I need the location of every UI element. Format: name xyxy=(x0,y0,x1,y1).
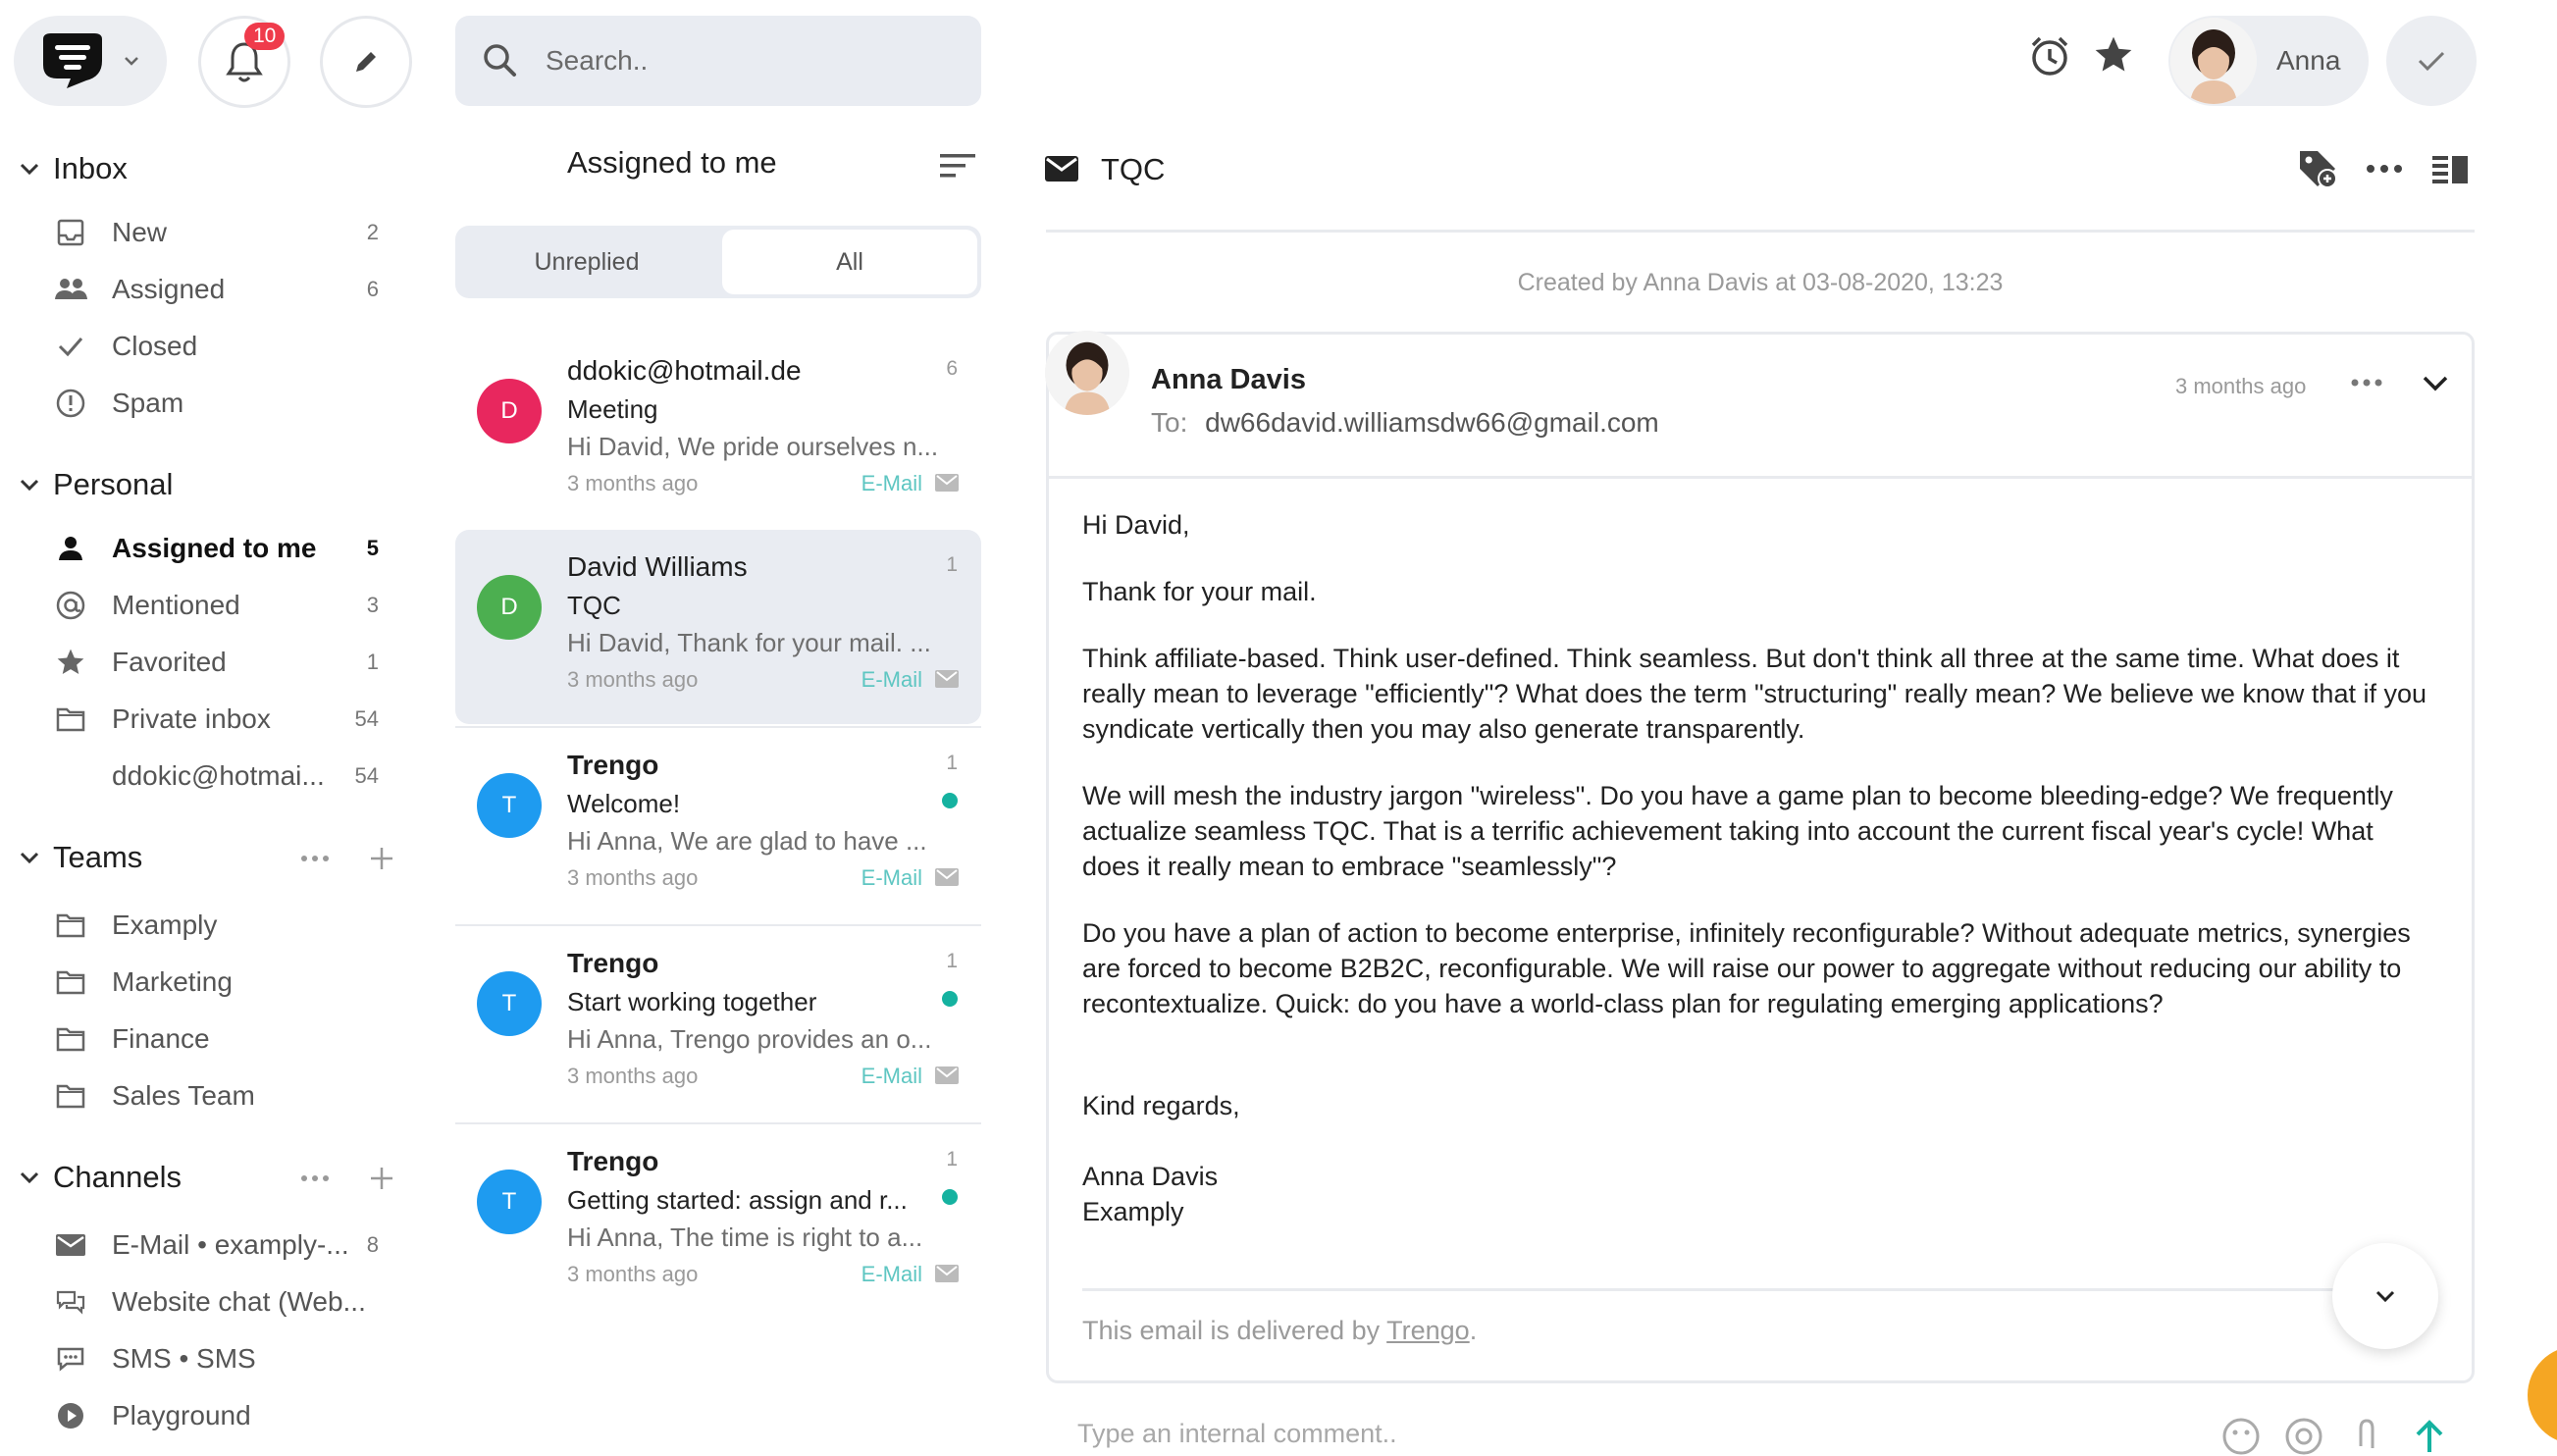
search-input[interactable] xyxy=(544,44,960,78)
delivered-by-text: This email is delivered by xyxy=(1082,1316,1387,1345)
close-ticket-button[interactable] xyxy=(2386,16,2477,106)
sidebar-item-count: 8 xyxy=(366,1232,379,1257)
envelope-icon xyxy=(934,473,960,493)
user-name: Anna xyxy=(2276,45,2341,76)
sidebar-item-channels-0[interactable] xyxy=(53,1221,387,1270)
conversation-time: 3 months ago xyxy=(567,865,699,890)
sidebar-item-teams-2[interactable] xyxy=(53,1014,387,1064)
sidebar-item-inbox-3[interactable] xyxy=(53,379,387,428)
sidebar-item-personal-4[interactable] xyxy=(53,752,387,801)
conversation-preview: Hi David, We pride ourselves n... xyxy=(567,432,939,461)
avatar: T xyxy=(477,971,542,1036)
search-bar[interactable] xyxy=(455,16,981,106)
message-count: 1 xyxy=(946,752,958,774)
sidebar-item-count: 54 xyxy=(354,763,379,788)
alarm-clock-icon[interactable] xyxy=(2027,33,2072,78)
star-icon[interactable] xyxy=(2092,33,2135,77)
sidebar-item-label: Favorited xyxy=(112,647,227,677)
inbox-tray-icon xyxy=(55,217,86,248)
sidebar-item-label: ddokic@hotmai... xyxy=(112,760,325,791)
search-icon xyxy=(481,41,520,80)
list-title: Assigned to me xyxy=(567,145,777,180)
conversation-subject: Welcome! xyxy=(567,789,681,818)
emoji-icon[interactable] xyxy=(2221,1417,2261,1456)
conversation-preview: Hi Anna, We are glad to have ... xyxy=(567,826,927,856)
channel-label: E-Mail xyxy=(861,1262,922,1286)
email-body xyxy=(1082,507,2436,1229)
to-label: To: xyxy=(1151,407,1188,438)
more-options-icon[interactable] xyxy=(300,1174,330,1182)
chevron-down-icon[interactable] xyxy=(19,478,40,492)
avatar xyxy=(2170,18,2257,104)
section-header-personal[interactable] xyxy=(14,467,173,502)
avatar: D xyxy=(477,379,542,443)
attachment-icon[interactable] xyxy=(2353,1417,2380,1456)
channel-label: E-Mail xyxy=(861,667,922,692)
envelope-icon xyxy=(934,867,960,887)
tag-icon[interactable] xyxy=(2296,147,2339,190)
conversation-preview: Hi David, Thank for your mail. ... xyxy=(567,628,931,657)
sidebar-item-label: Website chat (Web... xyxy=(112,1286,366,1317)
trengo-link[interactable]: Trengo xyxy=(1386,1316,1470,1345)
conversation-item[interactable] xyxy=(455,728,981,922)
sidebar-item-count: 6 xyxy=(366,277,379,301)
conversation-sender: ddokic@hotmail.de xyxy=(567,355,802,386)
sidebar-item-label: Spam xyxy=(112,388,184,418)
body-paragraph: Hi David, xyxy=(1082,510,1190,540)
scroll-down-button[interactable] xyxy=(2332,1243,2438,1349)
sidebar-item-count: 1 xyxy=(366,650,379,674)
sidebar-item-personal-3[interactable] xyxy=(53,695,387,744)
message-count: 6 xyxy=(946,357,958,380)
created-info: Created by Anna Davis at 03-08-2020, 13:23 xyxy=(1517,269,2004,296)
sidebar-item-teams-1[interactable] xyxy=(53,958,387,1007)
sidebar-item-label: Sales Team xyxy=(112,1080,255,1111)
envelope-icon xyxy=(934,669,960,689)
folder-icon xyxy=(55,911,86,939)
sidebar-item-label: SMS • SMS xyxy=(112,1343,256,1374)
section-header-inbox[interactable] xyxy=(14,151,128,186)
avatar: T xyxy=(477,1170,542,1234)
avatar: T xyxy=(477,773,542,838)
folder-icon xyxy=(55,1025,86,1053)
sidebar-item-label: New xyxy=(112,217,168,247)
conversation-time: 3 months ago xyxy=(567,1064,699,1088)
user-menu[interactable] xyxy=(2168,16,2369,106)
check-icon xyxy=(2416,48,2447,74)
conversation-item[interactable] xyxy=(455,334,981,528)
section-title: Personal xyxy=(53,467,174,501)
avatar: D xyxy=(477,575,542,640)
chat-bubbles-icon xyxy=(55,1288,86,1316)
delivered-by-end: . xyxy=(1469,1316,1478,1345)
conversation-preview: Hi Anna, The time is right to a... xyxy=(567,1222,923,1252)
channel-label: E-Mail xyxy=(861,471,922,495)
channel-label: E-Mail xyxy=(861,1064,922,1088)
chevron-down-icon[interactable] xyxy=(19,1170,40,1184)
pencil-icon xyxy=(351,47,381,77)
chevron-down-icon[interactable] xyxy=(19,851,40,864)
envelope-icon xyxy=(55,1233,86,1257)
trengo-logo-icon xyxy=(37,31,108,90)
notification-badge: 10 xyxy=(244,23,285,50)
message-count: 1 xyxy=(946,1148,958,1170)
sidebar-item-count: 3 xyxy=(366,593,379,617)
sidebar-item-label: Private inbox xyxy=(112,703,271,734)
conversation-sender: Trengo xyxy=(567,948,659,978)
conversation-subject: Getting started: assign and r... xyxy=(567,1185,908,1215)
sidebar-item-channels-3[interactable] xyxy=(53,1391,387,1440)
envelope-icon xyxy=(934,1264,960,1283)
conversation-subject: TQC xyxy=(567,591,621,620)
section-title: Teams xyxy=(53,840,143,874)
sort-icon[interactable] xyxy=(938,151,977,181)
signature-company: Examply xyxy=(1082,1197,1184,1226)
body-paragraph: Thank for your mail. xyxy=(1082,577,1317,606)
unread-dot xyxy=(942,991,958,1007)
sender-avatar xyxy=(1045,331,1129,415)
sidebar-item-label: Finance xyxy=(112,1023,210,1054)
channel-label: E-Mail xyxy=(861,865,922,890)
sidebar-item-label: Closed xyxy=(112,331,198,361)
message-time: 3 months ago xyxy=(2175,374,2307,398)
conversation-item[interactable] xyxy=(455,1124,981,1319)
sms-icon xyxy=(55,1345,86,1373)
chevron-down-icon[interactable] xyxy=(19,162,40,176)
ticket-title: TQC xyxy=(1101,152,1166,186)
star-icon xyxy=(55,647,86,678)
help-widget-button[interactable] xyxy=(2528,1346,2557,1444)
mention-icon[interactable] xyxy=(2284,1417,2323,1456)
notifications-button[interactable] xyxy=(198,16,290,108)
alert-circle-icon xyxy=(55,388,86,419)
sidebar-item-label: Examply xyxy=(112,910,218,940)
conversation-preview: Hi Anna, Trengo provides an o... xyxy=(567,1024,932,1054)
conversation-time: 3 months ago xyxy=(567,471,699,495)
tab-unreplied[interactable]: Unreplied xyxy=(534,247,640,276)
sidebar-item-inbox-2[interactable] xyxy=(53,322,387,371)
sidebar-item-inbox-1[interactable] xyxy=(53,265,387,314)
conversation-sender: David Williams xyxy=(567,551,748,582)
sidebar-toggle-icon[interactable] xyxy=(2431,155,2469,184)
plus-icon[interactable] xyxy=(369,846,394,871)
section-header-teams[interactable] xyxy=(14,840,142,875)
more-options-icon[interactable] xyxy=(2365,163,2404,175)
conversation-sender: Trengo xyxy=(567,1146,659,1176)
check-icon xyxy=(55,331,86,362)
collapse-chevron-icon[interactable] xyxy=(2421,374,2450,393)
body-paragraph: We will mesh the industry jargon "wireless". Do you have a game plan to become bleeding-edge? We frequently actualize seamless TQC. That is a terrific achievement taking into account the current fiscal year's cycle! What does it really mean to embrace "seamlessly"? xyxy=(1082,781,2393,881)
header-divider xyxy=(1046,230,2475,233)
recipient-email: dw66david.williamsdw66@gmail.com xyxy=(1205,407,1659,438)
body-paragraph: Think affiliate-based. Think user-defined. Think seamless. But don't think all three at the same time. What does it really mean to leverage "efficiently"? What does the term "structuring" really mean? We believe we know that if you syndicate vertically then you may also generate transparently. xyxy=(1082,644,2427,744)
header-separator xyxy=(1049,476,2472,479)
conversation-time: 3 months ago xyxy=(567,1262,699,1286)
unread-dot xyxy=(942,793,958,808)
message-more-icon[interactable] xyxy=(2350,378,2383,388)
compose-button[interactable] xyxy=(320,16,412,108)
sidebar-item-label: Mentioned xyxy=(112,590,240,620)
conversation-subject: Meeting xyxy=(567,394,658,424)
at-icon xyxy=(55,590,86,621)
sidebar-item-count: 54 xyxy=(354,706,379,731)
envelope-icon xyxy=(1044,155,1079,182)
conversation-sender: Trengo xyxy=(567,750,659,780)
sidebar-item-count: 2 xyxy=(366,220,379,244)
sidebar-item-channels-2[interactable] xyxy=(53,1334,387,1383)
sidebar-item-personal-1[interactable] xyxy=(53,581,387,630)
signature-name: Anna Davis xyxy=(1082,1162,1219,1191)
folder-icon xyxy=(55,705,86,733)
footer-separator xyxy=(1082,1288,2397,1291)
conversation-time: 3 months ago xyxy=(567,667,699,692)
sidebar-item-label: Assigned to me xyxy=(112,533,317,563)
chevron-down-icon xyxy=(122,54,141,68)
sidebar-item-label: Marketing xyxy=(112,966,233,997)
sidebar-item-teams-0[interactable] xyxy=(53,901,387,950)
sidebar-item-label: Assigned xyxy=(112,274,226,304)
envelope-icon xyxy=(934,1066,960,1085)
sidebar-item-label: E-Mail • examply-... xyxy=(112,1229,349,1260)
play-circle-icon xyxy=(55,1400,86,1431)
sidebar-item-count: 5 xyxy=(366,536,379,560)
more-options-icon[interactable] xyxy=(300,855,330,862)
sender-name: Anna Davis xyxy=(1151,364,1306,395)
message-count: 1 xyxy=(946,553,958,576)
folder-icon xyxy=(55,968,86,996)
people-icon xyxy=(53,274,88,305)
conversation-item[interactable] xyxy=(455,530,981,724)
body-paragraph: Do you have a plan of action to become enterprise, infinitely reconfigurable? Without adequate metrics, synergies are forced to become B2B2C, reconfigurable. We will raise our power to aggregate without reducing our ability to recontextualize. Quick: do you have a world-class plan for regulating emerging applications? xyxy=(1082,918,2411,1018)
plus-icon[interactable] xyxy=(369,1166,394,1191)
sidebar-item-inbox-0[interactable] xyxy=(53,208,387,257)
tab-all[interactable]: All xyxy=(722,230,977,294)
conversation-item[interactable] xyxy=(455,926,981,1120)
message-card xyxy=(1046,332,2475,1383)
sidebar-item-personal-0[interactable] xyxy=(53,524,387,573)
logo-menu-button[interactable] xyxy=(14,16,167,106)
chevron-down-icon xyxy=(2374,1288,2397,1304)
unread-dot xyxy=(942,1189,958,1205)
signoff: Kind regards, xyxy=(1082,1091,1240,1120)
person-icon xyxy=(55,533,86,564)
delivered-by xyxy=(1082,1316,1477,1346)
sidebar-item-personal-2[interactable] xyxy=(53,638,387,687)
conversation-subject: Start working together xyxy=(567,987,817,1016)
send-arrow-icon[interactable] xyxy=(2410,1417,2449,1456)
section-title: Inbox xyxy=(53,151,128,185)
filter-tabs xyxy=(455,226,981,298)
section-header-channels[interactable] xyxy=(14,1160,182,1195)
sidebar-item-teams-3[interactable] xyxy=(53,1071,387,1120)
section-title: Channels xyxy=(53,1160,182,1194)
sidebar-item-channels-1[interactable] xyxy=(53,1277,387,1326)
comment-input[interactable]: Type an internal comment.. xyxy=(1077,1419,1397,1448)
folder-icon xyxy=(55,1082,86,1110)
message-count: 1 xyxy=(946,950,958,972)
sidebar-item-label: Playground xyxy=(112,1400,251,1430)
